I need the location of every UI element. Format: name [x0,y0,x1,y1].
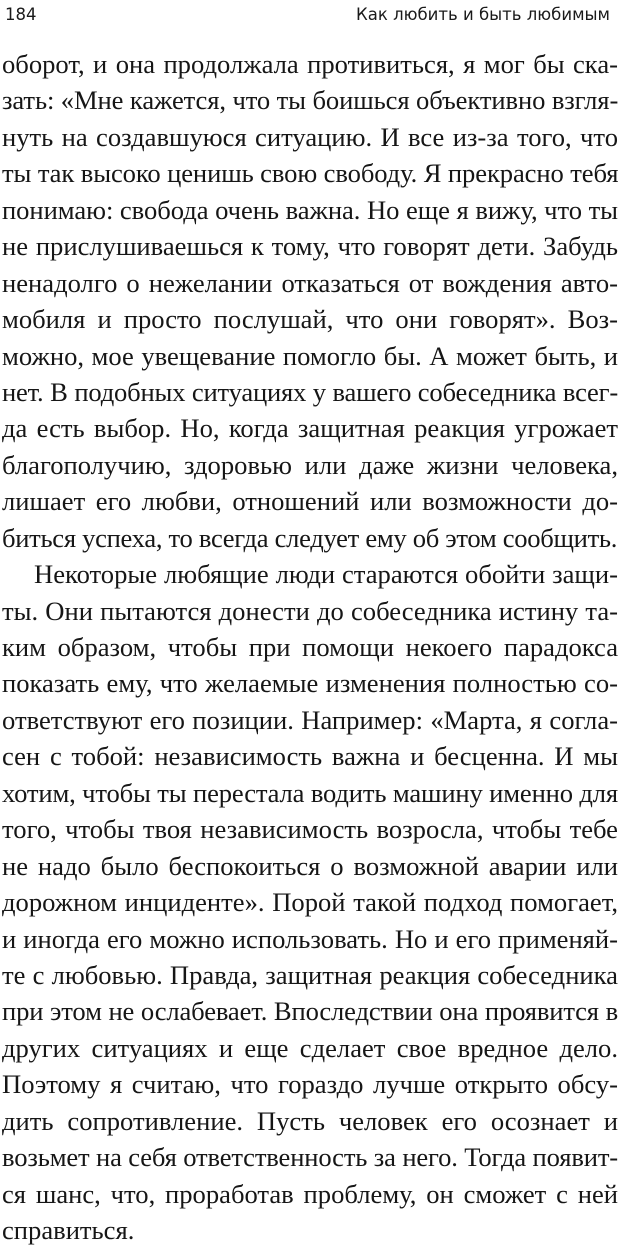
text-line: того, чтобы твоя независимость возросла, чтобы тебе [2,814,618,845]
text-line: других ситуациях и еще сделает свое вредное дело. [2,1032,618,1063]
text-line: зать: «Мне кажется, что ты боишься объективно взгля- [2,85,619,116]
paragraph-first-line: Некоторые любящие люди стараются обойти защи- [34,559,618,590]
text-line: возьмет на себя ответственность за него. Тогда появит- [2,1142,618,1173]
text-line: нет. В подобных ситуациях у вашего собеседника всег- [2,376,618,407]
text-line: сен с тобой: независимость важна и бесценна. И мы [2,741,618,772]
text-line: лишает его любви, отношений или возможности до- [2,486,618,517]
text-line: хотим, чтобы ты перестала водить машину именно для [2,777,618,808]
text-line: нуть на создавшуюся ситуацию. И все из-за того, что [2,121,618,152]
text-line: мобиля и просто послушай, что они говорят». Воз- [2,304,618,335]
text-line: дорожном инциденте». Порой такой подход помогает, [2,887,618,918]
text-line: благополучию, здоровью или даже жизни человека, [2,449,618,480]
text-line: ты. Они пытаются донести до собеседника истину та- [2,595,618,626]
text-line: дить сопротивление. Пусть человек его осознает и [2,1105,618,1136]
body-text [2,46,618,1248]
text-line: ся шанс, что, проработав проблему, он сможет с ней [2,1178,618,1209]
text-line: ненадолго о нежелании отказаться от вождения авто- [2,267,618,298]
text-line: при этом не ослабевает. Впоследствии она проявится в [2,996,618,1027]
paragraph-last-line: справиться. [2,1215,135,1245]
page-number: 184 [5,5,37,24]
text-line: ответствуют его позиции. Например: «Марта, я согла- [2,704,618,735]
running-header [5,2,610,28]
text-line: оборот, и она продолжала противиться, я мог бы ска- [2,49,618,79]
text-line: показать ему, что желаемые изменения полностью со- [2,668,618,699]
text-line: и иногда его можно использовать. Но и его применяй- [2,923,618,954]
text-line: Поэтому я считаю, что гораздо лучше открыто обсу- [2,1069,618,1100]
text-line: понимаю: свобода очень важна. Но еще я вижу, что ты [2,194,618,225]
paragraph-last-line: биться успеха, то всегда следует ему об этом сообщить. [2,522,618,553]
text-line: не прислушиваешься к тому, что говорят дети. Забудь [2,231,618,262]
text-line: можно, мое увещевание помогло бы. А может быть, и [2,340,618,371]
text-line: не надо было беспокоиться о возможной аварии или [2,850,618,881]
text-line: да есть выбор. Но, когда защитная реакция угрожает [2,413,618,444]
text-line: ты так высоко ценишь свою свободу. Я прекрасно тебя [2,158,619,189]
text-line: те с любовью. Правда, защитная реакция собеседника [2,959,618,990]
text-line: ким образом, чтобы при помощи некоего парадокса [2,632,618,662]
book-title: Как любить и быть любимым [356,5,610,24]
